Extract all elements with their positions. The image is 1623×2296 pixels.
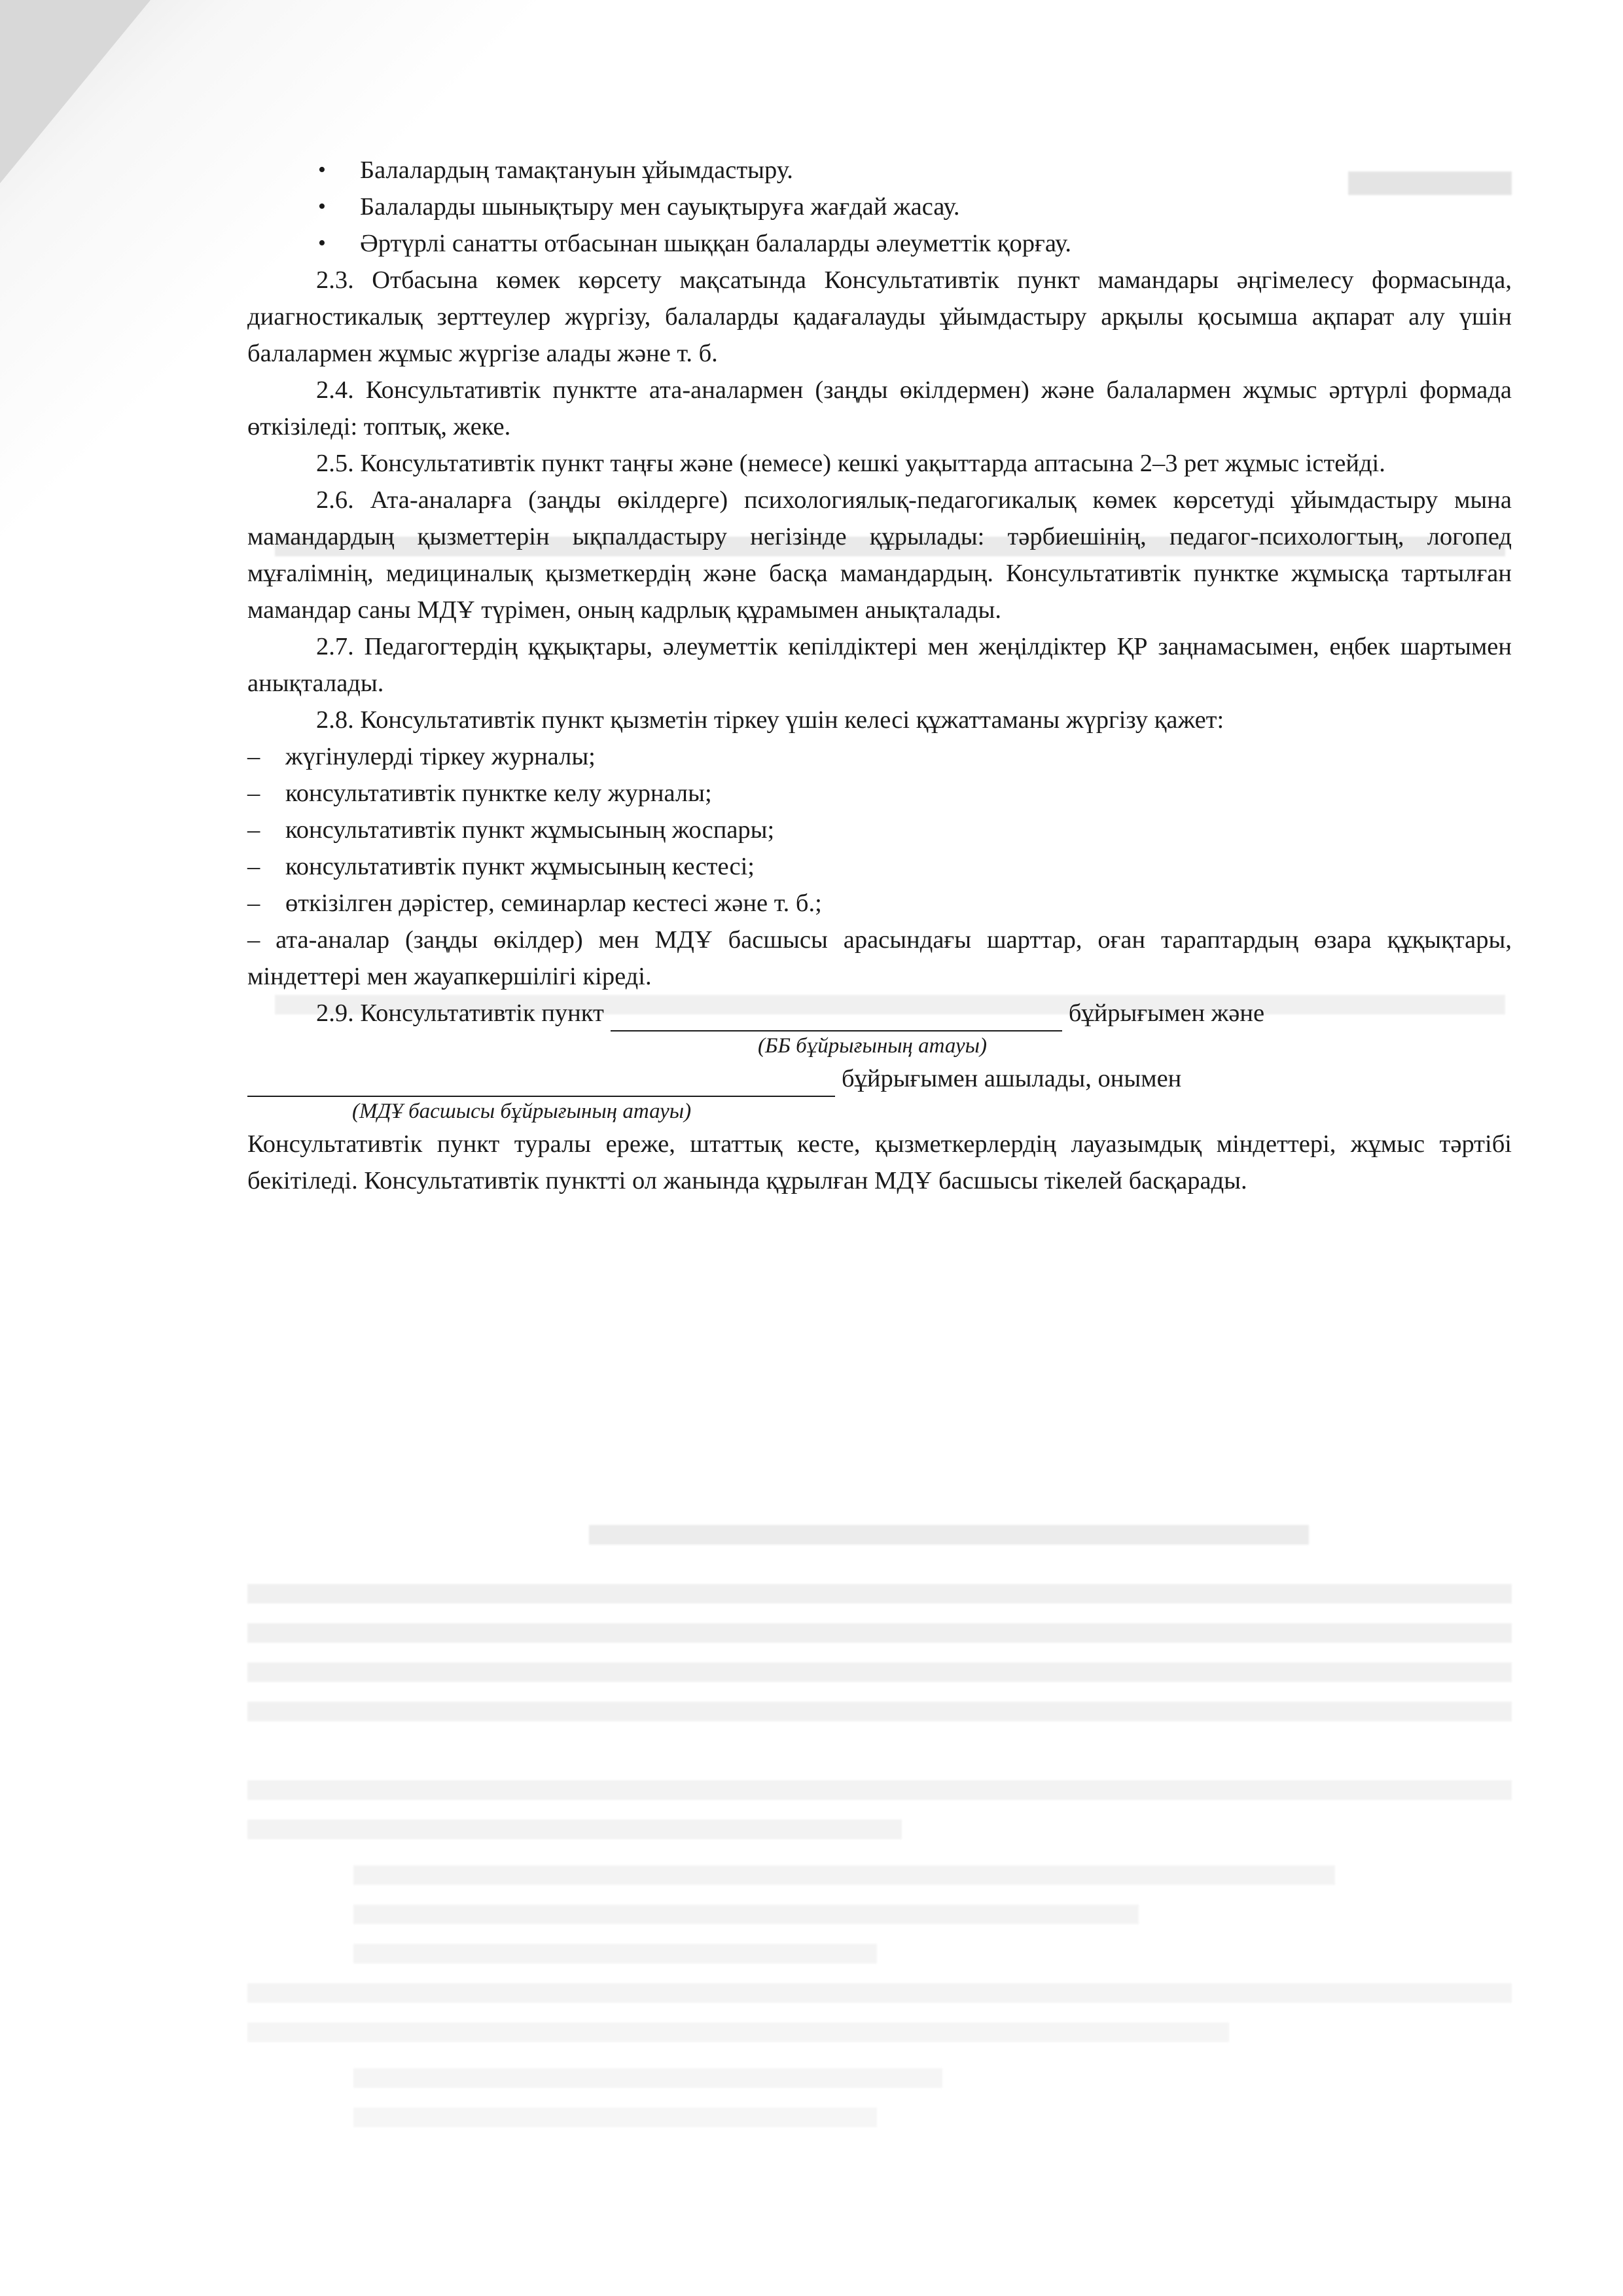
- dash-list-item: [247, 738, 1512, 775]
- paragraph-2-9-rest: Консультативтік пункт туралы ереже, штаттық кесте, қызметкерлердің лауазымдық міндеттері, жұмыс тәртібі бекітіледі. Консультативтік пунктті ол жанында құрылған МДҰ басшысы тікелей басқарады.: [247, 1130, 1512, 1194]
- paragraph-2-5: 2.5. Консультативтік пункт таңғы және (немесе) кешкі уақыттарда аптасына 2–3 рет жұмыс істейді.: [316, 450, 1385, 477]
- paragraph-2-3: 2.3. Отбасына көмек көрсету мақсатында Консультативтік пункт мамандары әңгімелесу формасында, диагностикалық зерттеулер жүргізу, балаларды қадағалауды ұйымдастыру арқылы қосымша ақпарат алу үшін балалармен жұмыс жүргізе алады және т. б.: [247, 266, 1512, 367]
- dash-list-item: [247, 775, 1512, 812]
- dash-item-text: консультативтік пункт жұмысының жоспары;: [285, 816, 775, 844]
- dash-item-text: консультативтік пунктке келу журналы;: [285, 780, 712, 807]
- bb-order-caption: (ББ бұйрығының атауы): [758, 1034, 987, 1058]
- mdu-order-blank: [247, 1067, 835, 1097]
- p29-after-first: бұйрығымен және: [1068, 999, 1265, 1027]
- bullet-icon: •: [318, 231, 326, 255]
- paragraph-2-8: 2.8. Консультативтік пункт қызметін тіркеу үшін келесі құжаттаманы жүргізу қажет:: [316, 706, 1224, 734]
- p29-after-second: бұйрығымен ашылады, онымен: [842, 1065, 1182, 1092]
- dash-list-item: [247, 812, 1512, 848]
- bullet-item: [247, 225, 1512, 262]
- paragraph-2-7: 2.7. Педагогтердің құқықтары, әлеуметтік кепілдіктері мен жеңілдіктер ҚР заңнамасымен, еңбек шартымен анықталады.: [247, 633, 1512, 697]
- dash-icon: –: [247, 816, 260, 844]
- paragraph-2-9-line-1: [247, 995, 1512, 1031]
- dash-icon: –: [247, 743, 260, 770]
- dash-list-item-contracts: – ата-аналар (заңды өкілдер) мен МДҰ басшысы арасындағы шарттар, оған тараптардың өзара құқықтары, міндеттері мен жауапкершілігі кіреді.: [247, 926, 1512, 990]
- bullet-text: Әртүрлі санатты отбасынан шыққан балаларды әлеуметтік қорғау.: [360, 230, 1071, 257]
- bullet-text: Балалардың тамақтануын ұйымдастыру.: [360, 156, 793, 184]
- dash-list-item: [247, 848, 1512, 885]
- paragraph-2-9-line-2: [247, 1060, 1512, 1097]
- bullet-item: [247, 152, 1512, 188]
- bullet-icon: •: [318, 194, 326, 219]
- bullet-text: Балаларды шынықтыру мен сауықтыруға жағдай жасау.: [360, 193, 960, 221]
- bullet-icon: •: [318, 158, 326, 182]
- mdu-order-caption: (МДҰ басшысы бұйрығының атауы): [352, 1100, 692, 1123]
- bb-order-blank: [611, 1001, 1062, 1031]
- paragraph-2-4: 2.4. Консультативтік пунктте ата-аналармен (заңды өкілдермен) және балалармен жұмыс әртүрлі формада өткізіледі: топтық, жеке.: [247, 376, 1512, 440]
- dash-icon: –: [247, 853, 260, 880]
- dash-list-item: [247, 885, 1512, 922]
- paragraph-2-6: 2.6. Ата-аналарға (заңды өкілдерге) психологиялық-педагогикалық көмек көрсетуді ұйымдастыру мына мамандардың қызметтерін ықпалдастыру негізінде құрылады: тәрбиешінің, педагог-психологтың, логопед мұғалімнің, медициналық қызметкердің және басқа мамандардың. Консультативтік пунктке жұмысқа тартылған мамандар саны МДҰ түрімен, оның кадрлық құрамымен анықталады.: [247, 486, 1512, 624]
- dash-icon: –: [247, 889, 260, 917]
- p29-lead: 2.9. Консультативтік пункт: [316, 999, 604, 1027]
- document-page: [247, 152, 1512, 1199]
- dash-item-text: жүгінулерді тіркеу журналы;: [285, 743, 596, 770]
- page-corner-fold: [0, 0, 151, 183]
- dash-icon: –: [247, 780, 260, 807]
- dash-item-text: өткізілген дәрістер, семинарлар кестесі және т. б.;: [285, 889, 822, 917]
- dash-item-text: консультативтік пункт жұмысының кестесі;: [285, 853, 755, 880]
- bullet-item: [247, 188, 1512, 225]
